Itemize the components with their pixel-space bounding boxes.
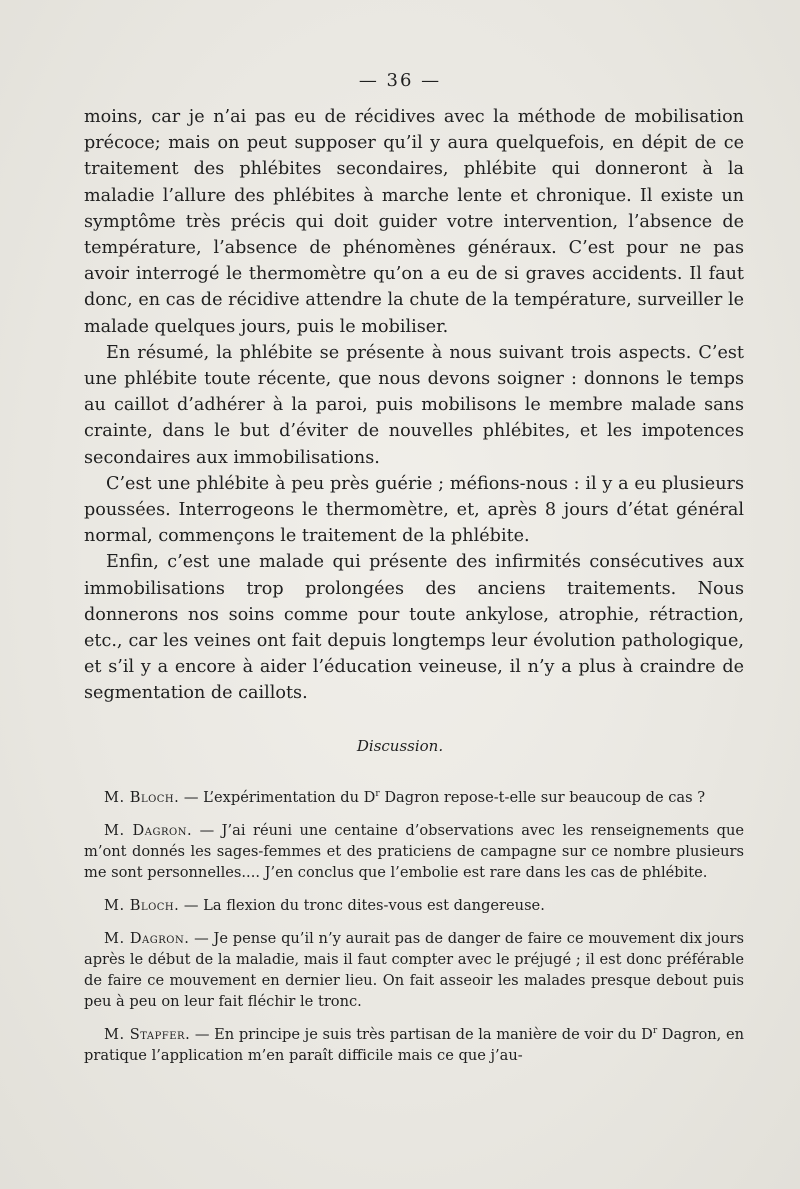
dash: —	[189, 930, 214, 947]
dash: —	[190, 1026, 215, 1043]
discussion-entry	[84, 1024, 744, 1066]
entry-text: Je pense qu’il n’y aurait pas de danger de faire ce mouvement dix jours après le début de la maladie, mais il faut compter avec le préjugé ; il est donc préférable de faire ce mouvement en dernier lieu. On fait asseoir les malades presque debout puis peu à peu on leur fait fléchir le tronc.	[84, 930, 744, 1010]
discussion-entry	[84, 895, 744, 916]
page-number: — 36 —	[358, 70, 442, 91]
dash: —	[192, 822, 222, 839]
speaker-name: M. Stapfer.	[104, 1026, 191, 1043]
speaker-name: M. Dagron.	[104, 822, 193, 839]
dash: —	[179, 897, 204, 914]
paragraph: Enfin, c’est une malade qui présente des infirmités consécutives aux immobilisations trop prolongées des anciens traitements. Nous donnerons nos soins comme pour toute ankylose, atrophie, rétraction, etc., car les veines ont fait depuis longtemps leur évolution pathologique, et s’il y a encore à aider l’éducation veineuse, il n’y a plus à craindre de segmentation de caillots.	[84, 552, 744, 704]
entry-text: La flexion du tronc dites-vous est dangereuse.	[203, 897, 545, 914]
entry-text-after: Dagron, en pratique l’application m’en paraît difficile mais ce que j’au-	[84, 1026, 745, 1064]
entry-text: J’ai réuni une centaine d’observations avec les renseignements que m’ont donnés les sages-femmes et des praticiens de campagne sur ce nombre plusieurs me sont personnelles.... J’en conclus que l’embolie est rare dans les cas de phlébite.	[84, 822, 744, 881]
paragraph: C’est une phlébite à peu près guérie ; méfions-nous : il y a eu plusieurs poussées. Interrogeons le thermomètre, et, après 8 jours d’état général normal, commençons le traitement de la phlébite.	[84, 473, 744, 547]
dash: —	[179, 789, 204, 806]
speaker-name: M. Dagron.	[104, 930, 190, 947]
entry-text: En principe je suis très partisan de la manière de voir du D	[214, 1026, 653, 1043]
discussion-heading: Discussion.	[356, 737, 444, 755]
paragraph: moins, car je n’ai pas eu de récidives avec la méthode de mobilisation précoce; mais on peut supposer qu’il y aura quelquefois, en dépit de ce traitement des phlébites secondaires, phlébite qui donneront à la maladie l’allure des phlébites à marche lente et chronique. Il existe un symptôme très précis qui doit guider votre intervention, l’absence de température, l’absence de phénomènes généraux. C’est pour ne pas avoir interrogé le thermomètre qu’on a eu de si graves accidents. Il faut donc, en cas de récidive attendre la chute de la température, surveiller le malade quelques jours, puis le mobiliser.	[84, 107, 744, 337]
superscript: r	[375, 789, 380, 800]
superscript: r	[652, 1026, 658, 1037]
entry-text: L’expérimentation du D	[203, 789, 376, 806]
discussion-section	[84, 787, 744, 1078]
main-text	[84, 104, 744, 707]
paragraph: En résumé, la phlébite se présente à nous suivant trois aspects. C’est une phlébite toute récente, que nous devons soigner : donnons le temps au caillot d’adhérer à la paroi, puis mobilisons le membre malade sans crainte, dans le but d’éviter de nouvelles phlébites, et les impotences secondaires aux immobilisations.	[84, 342, 744, 468]
discussion-entry	[84, 787, 744, 808]
speaker-name: M. Bloch.	[104, 789, 180, 806]
discussion-entry	[84, 820, 744, 883]
speaker-name: M. Bloch.	[104, 897, 180, 914]
entry-text-after: Dagron repose-t-elle sur beaucoup de cas ?	[379, 789, 706, 806]
discussion-entry	[84, 928, 744, 1012]
